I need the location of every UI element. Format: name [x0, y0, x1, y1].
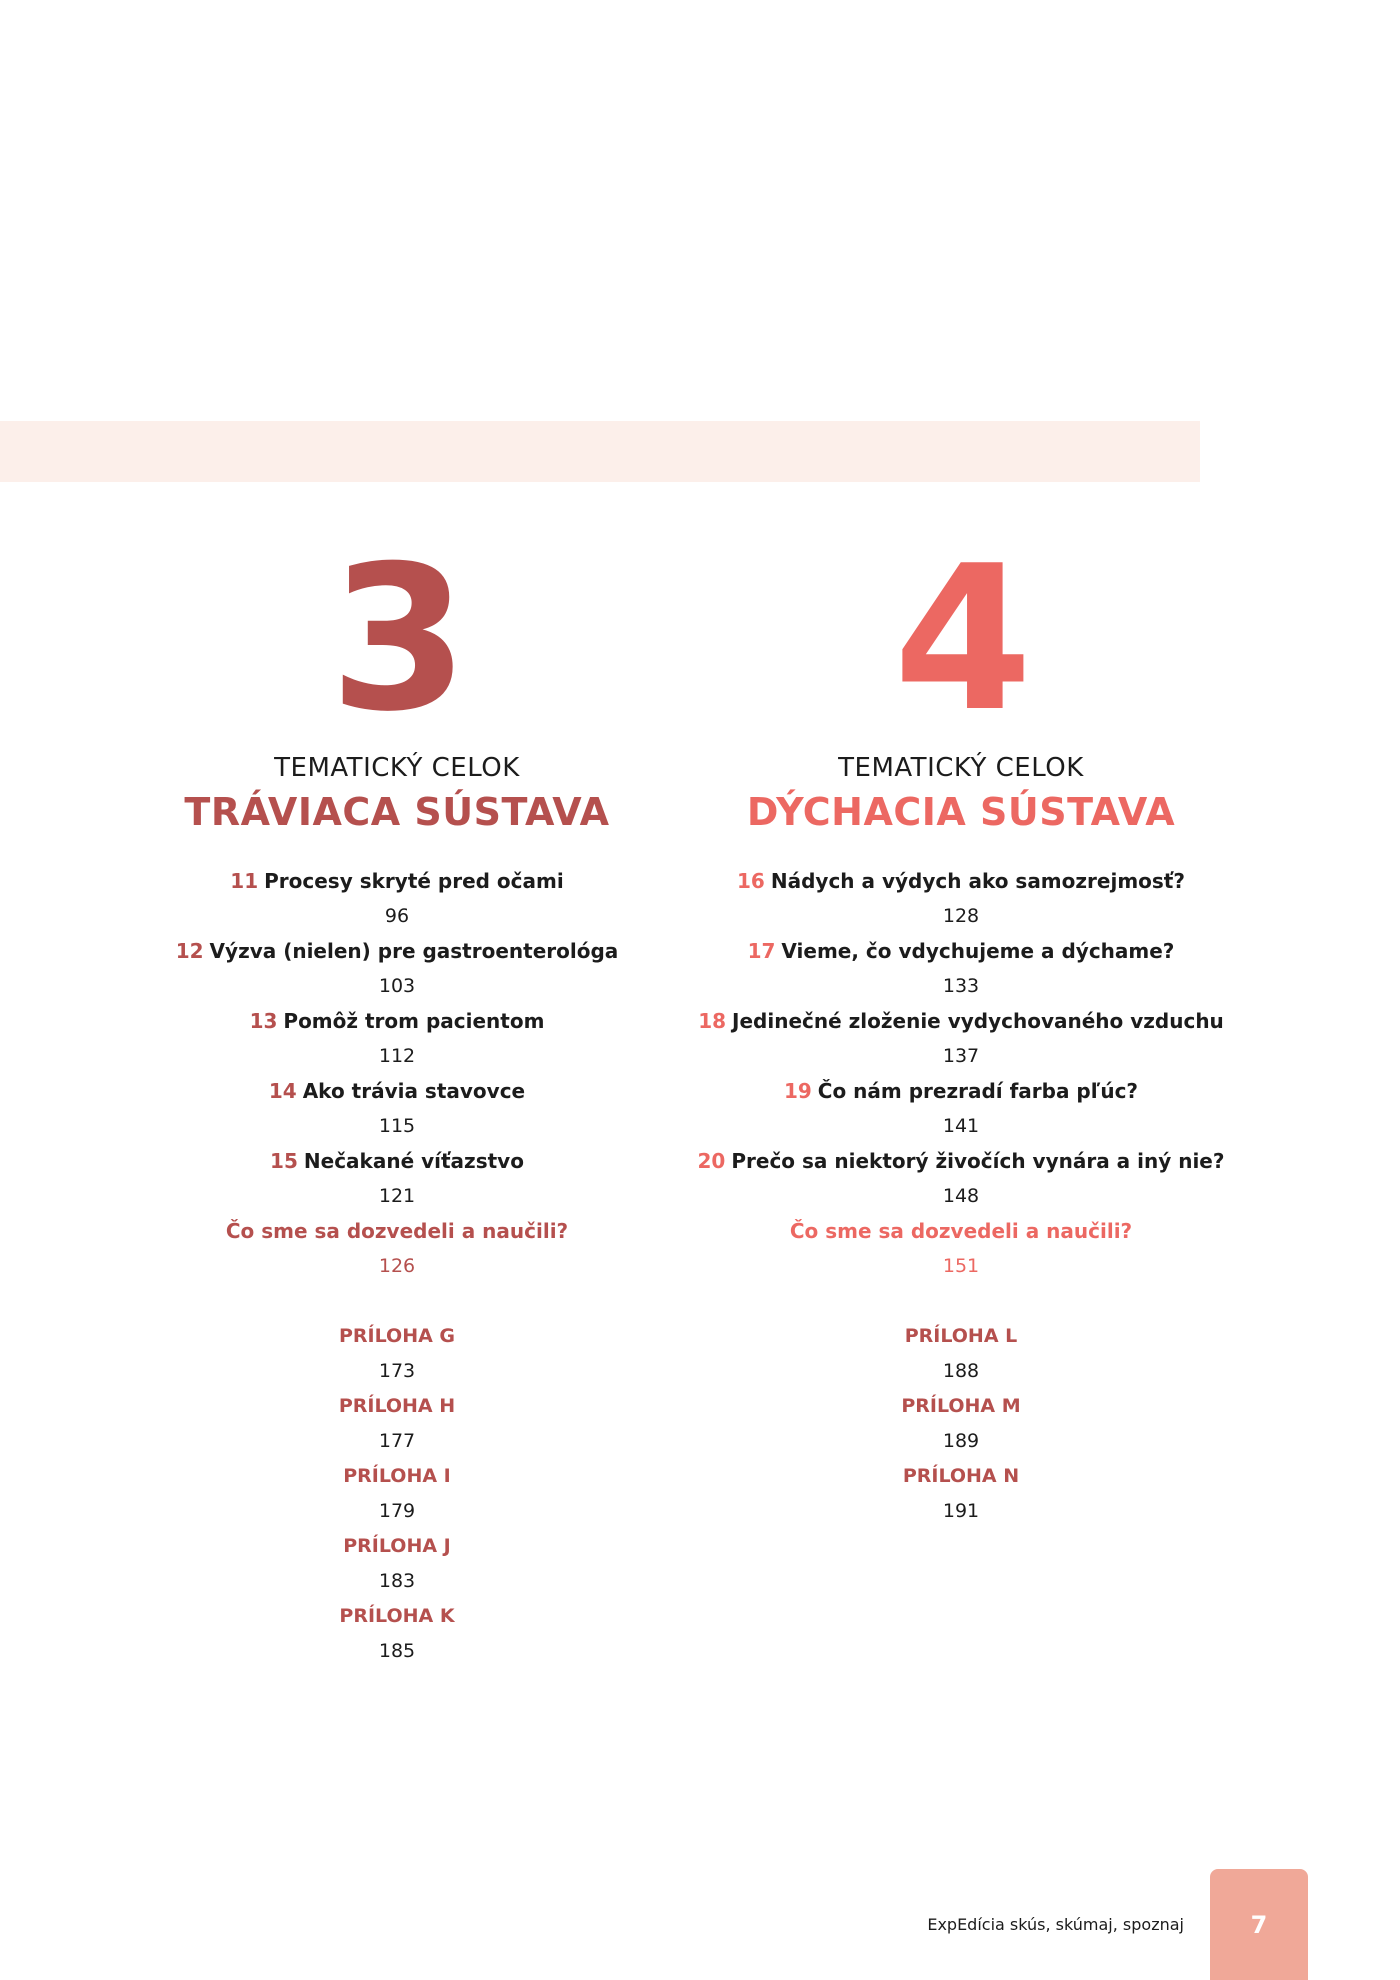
- entry-title: Vieme, čo vdychujeme a dýchame?: [781, 939, 1175, 963]
- summary-title: Čo sme sa dozvedeli a naučili?: [789, 1219, 1133, 1243]
- section-kicker: TEMATICKÝ CELOK: [838, 753, 1084, 783]
- appendix-label: PRÍLOHA N: [902, 1465, 1020, 1487]
- appendix-page: 185: [378, 1640, 416, 1662]
- toc-entry[interactable]: [661, 1074, 1261, 1144]
- entry-title: Čo nám prezradí farba pľúc?: [817, 1079, 1139, 1103]
- appendix-list: [661, 1319, 1261, 1529]
- toc-summary[interactable]: [97, 1214, 697, 1284]
- entry-page: 115: [378, 1115, 416, 1137]
- appendix-label: PRÍLOHA K: [339, 1605, 455, 1627]
- entry-number: 18: [698, 1009, 727, 1033]
- toc-summary[interactable]: [661, 1214, 1261, 1284]
- section-number: 4: [893, 523, 1029, 756]
- toc-entry[interactable]: [661, 934, 1261, 1004]
- entry-number: 14: [268, 1079, 297, 1103]
- toc-entry[interactable]: [661, 1144, 1261, 1214]
- entry-number: 11: [230, 869, 259, 893]
- entry-page: 137: [942, 1045, 980, 1067]
- appendix-page: 177: [378, 1430, 416, 1452]
- entry-page: 112: [378, 1045, 416, 1067]
- appendix-item[interactable]: [661, 1459, 1261, 1529]
- toc-entry[interactable]: [661, 864, 1261, 934]
- toc-entry[interactable]: [97, 864, 697, 934]
- appendix-item[interactable]: [97, 1459, 697, 1529]
- entry-title: Ako trávia stavovce: [302, 1079, 526, 1103]
- entry-page: 96: [384, 905, 410, 927]
- toc-entry[interactable]: [661, 1004, 1261, 1074]
- section-title: DÝCHACIA SÚSTAVA: [746, 790, 1176, 834]
- entry-number: 17: [747, 939, 776, 963]
- entry-page: 128: [942, 905, 980, 927]
- appendix-page: 191: [942, 1500, 980, 1522]
- summary-title: Čo sme sa dozvedeli a naučili?: [225, 1219, 569, 1243]
- entry-page: 148: [942, 1185, 980, 1207]
- appendix-item[interactable]: [97, 1599, 697, 1669]
- appendix-item[interactable]: [661, 1389, 1261, 1459]
- entry-number: 20: [697, 1149, 726, 1173]
- section-3-column: [97, 523, 697, 1669]
- entry-title: Pomôž trom pacientom: [283, 1009, 545, 1033]
- entry-title: Procesy skryté pred očami: [264, 869, 564, 893]
- entry-number: 16: [737, 869, 765, 893]
- appendix-list: [97, 1319, 697, 1669]
- appendix-label: PRÍLOHA M: [901, 1395, 1021, 1417]
- toc-entries: [97, 864, 697, 1284]
- entry-number: 13: [249, 1009, 278, 1033]
- section-number: 3: [329, 523, 465, 756]
- appendix-label: PRÍLOHA I: [343, 1465, 451, 1487]
- entry-title: Nádych a výdych ako samozrejmosť?: [770, 869, 1185, 893]
- appendix-label: PRÍLOHA J: [343, 1535, 451, 1557]
- appendix-item[interactable]: [661, 1319, 1261, 1389]
- appendix-page: 179: [378, 1500, 416, 1522]
- page-number-badge: 7: [1210, 1869, 1308, 1980]
- summary-page: 126: [378, 1255, 416, 1277]
- appendix-item[interactable]: [97, 1319, 697, 1389]
- appendix-page: 189: [942, 1430, 980, 1452]
- toc-entry[interactable]: [97, 1144, 697, 1214]
- appendix-item[interactable]: [97, 1529, 697, 1599]
- section-kicker: TEMATICKÝ CELOK: [274, 753, 520, 783]
- entry-number: 12: [175, 939, 204, 963]
- toc-entry[interactable]: [97, 1074, 697, 1144]
- footer-series-title: ExpEdícia skús, skúmaj, spoznaj: [927, 1915, 1184, 1934]
- toc-entry[interactable]: [97, 1004, 697, 1074]
- entry-title: Nečakané víťazstvo: [303, 1149, 524, 1173]
- toc-entries: [661, 864, 1261, 1284]
- entry-title: Prečo sa niektorý živočích vynára a iný nie?: [731, 1149, 1225, 1173]
- entry-number: 15: [270, 1149, 298, 1173]
- entry-page: 121: [378, 1185, 416, 1207]
- appendix-page: 173: [378, 1360, 416, 1382]
- section-title: TRÁVIACA SÚSTAVA: [184, 790, 610, 834]
- appendix-label: PRÍLOHA L: [904, 1325, 1018, 1347]
- entry-number: 19: [783, 1079, 812, 1103]
- appendix-label: PRÍLOHA H: [338, 1395, 456, 1417]
- summary-page: 151: [942, 1255, 980, 1277]
- entry-page: 133: [942, 975, 980, 997]
- section-4-column: [661, 523, 1261, 1529]
- appendix-label: PRÍLOHA G: [338, 1325, 456, 1347]
- appendix-page: 183: [378, 1570, 416, 1592]
- appendix-item[interactable]: [97, 1389, 697, 1459]
- decorative-band: [0, 421, 1200, 482]
- appendix-page: 188: [942, 1360, 980, 1382]
- entry-title: Jedinečné zloženie vydychovaného vzduchu: [732, 1009, 1224, 1033]
- entry-page: 141: [942, 1115, 980, 1137]
- toc-entry[interactable]: [97, 934, 697, 1004]
- entry-title: Výzva (nielen) pre gastroenterológa: [209, 939, 619, 963]
- entry-page: 103: [378, 975, 416, 997]
